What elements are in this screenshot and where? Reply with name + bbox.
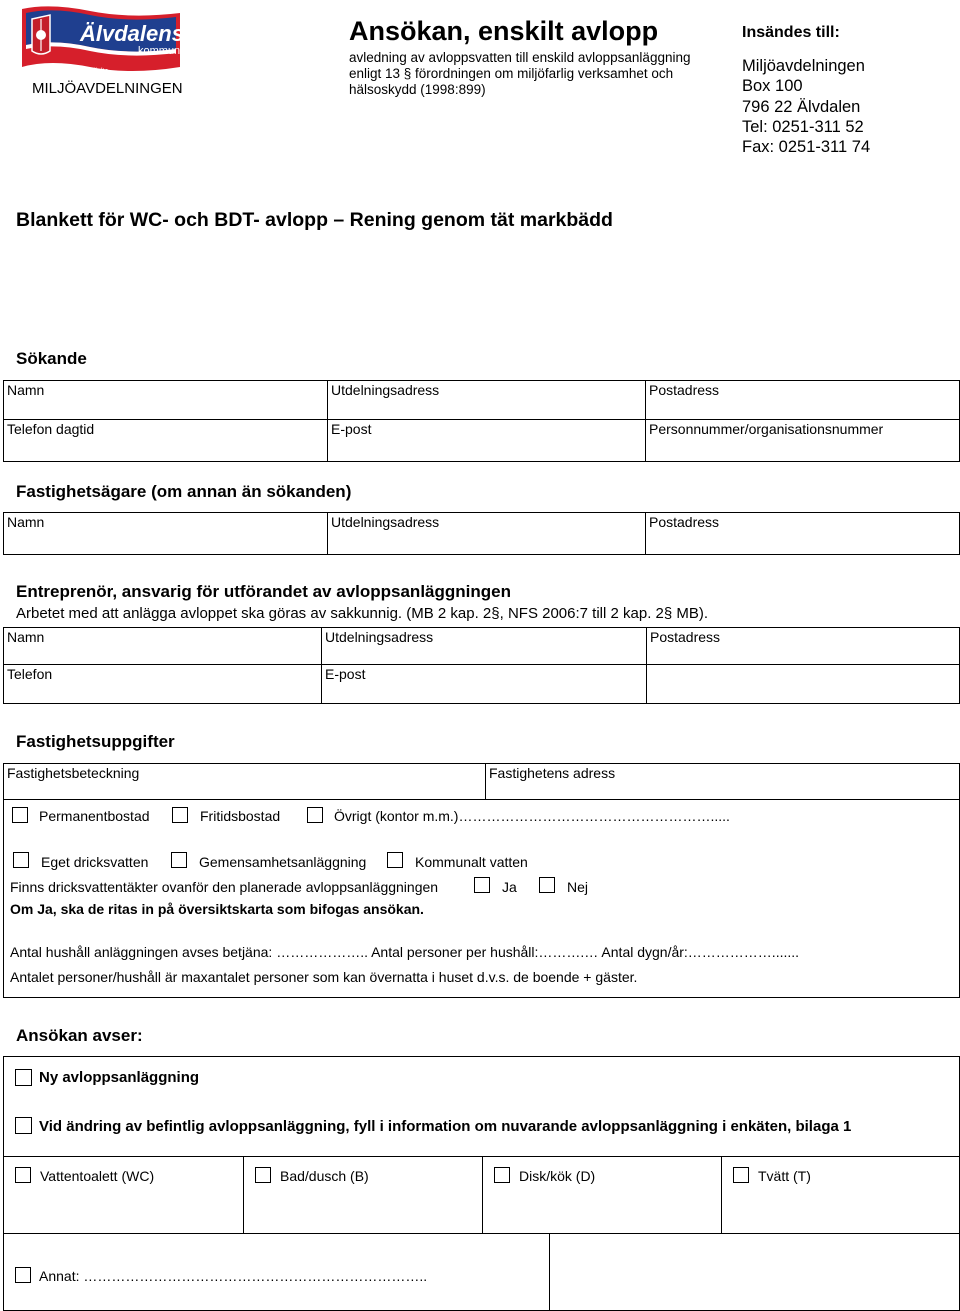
field-label: E-post	[325, 666, 366, 682]
own-water-label: Eget dricksvatten	[41, 854, 149, 870]
wells-yes-label: Ja	[502, 879, 517, 895]
field-label: Namn	[7, 382, 45, 398]
property-address-field[interactable]	[485, 764, 959, 799]
contractor-postal-field[interactable]	[646, 628, 959, 664]
municipal-water-label: Kommunalt vatten	[415, 854, 528, 870]
wells-no-checkbox[interactable]	[539, 877, 555, 893]
wells-note: Om Ja, ska de ritas in på översiktskarta som bifogas ansökan.	[10, 901, 424, 917]
other-use-label: Övrigt (kontor m.m.)……………………………………………….....	[334, 808, 730, 824]
wc-cell	[4, 1157, 243, 1233]
applicant-address-field[interactable]	[327, 381, 645, 419]
bath-label: Bad/dusch (B)	[280, 1168, 369, 1184]
logo-text-tag2: tjielte	[92, 68, 109, 75]
field-label: Fastighetsbeteckning	[7, 765, 140, 781]
other-type-cell	[4, 1234, 549, 1310]
shared-water-checkbox[interactable]	[171, 852, 187, 868]
field-label: Postadress	[649, 382, 720, 398]
send-to-line: Box 100	[742, 77, 803, 96]
contractor-note: Arbetet med att anlägga avloppet ska göras av sakkunnig. (MB 2 kap. 2§, NFS 2006:7 till 2 kap. 2§ MB).	[16, 605, 709, 622]
property-details-box	[3, 799, 960, 998]
dish-label: Disk/kök (D)	[519, 1168, 596, 1184]
field-label: Telefon dagtid	[7, 421, 95, 437]
dish-cell	[482, 1157, 721, 1233]
owner-name-field[interactable]	[4, 513, 327, 554]
change-installation-label: Vid ändring av befintlig avloppsanläggning, fyll i information om nuvarande avloppsanläggning i enkäten, bilaga 1	[39, 1118, 852, 1135]
field-label: Namn	[7, 514, 45, 530]
form-title: Blankett för WC- och BDT- avlopp – Rening genom tät markbädd	[16, 209, 613, 231]
logo-text-sub: kommun	[138, 45, 181, 57]
holiday-checkbox[interactable]	[172, 807, 188, 823]
applicant-phone-field[interactable]	[4, 420, 327, 461]
application-box	[3, 1056, 960, 1157]
contractor-row-2	[3, 664, 960, 704]
bath-checkbox[interactable]	[255, 1167, 271, 1183]
subtitle-line-3: hälsoskydd (1998:899)	[349, 82, 486, 97]
send-to-label: Insändes till:	[742, 24, 840, 41]
contractor-row-1	[3, 627, 960, 665]
wells-no-label: Nej	[567, 879, 589, 895]
wells-yes-checkbox[interactable]	[474, 877, 490, 893]
owner-address-field[interactable]	[327, 513, 645, 554]
dish-checkbox[interactable]	[494, 1167, 510, 1183]
permanent-checkbox[interactable]	[12, 807, 28, 823]
send-to-address	[742, 56, 870, 157]
applicant-name-field[interactable]	[4, 381, 327, 419]
contractor-empty-field[interactable]	[646, 665, 959, 703]
field-label: Utdelningsadress	[325, 629, 434, 645]
contractor-email-field[interactable]	[321, 665, 646, 703]
laundry-checkbox[interactable]	[733, 1167, 749, 1183]
contractor-address-field[interactable]	[321, 628, 646, 664]
applicant-id-field[interactable]	[645, 420, 959, 461]
field-label: Utdelningsadress	[331, 382, 440, 398]
households-note: Antalet personer/hushåll är maxantalet personer som kan övernatta i huset d.v.s. de boende + gäster.	[10, 969, 638, 985]
new-installation-label: Ny avloppsanläggning	[39, 1069, 200, 1086]
logo-text-tag: Älvdaelien	[40, 66, 91, 77]
field-label: Personnummer/organisationsnummer	[649, 421, 884, 437]
owner-row	[3, 512, 960, 555]
shared-water-label: Gemensamhetsanläggning	[199, 854, 367, 870]
permanent-label: Permanentbostad	[39, 808, 150, 824]
subtitle-line-1: avledning av avloppsvatten till enskild avloppsanläggning	[349, 50, 691, 65]
applicant-postal-field[interactable]	[645, 381, 959, 419]
change-installation-checkbox[interactable]	[15, 1117, 32, 1134]
owner-heading: Fastighetsägare (om annan än sökanden)	[16, 482, 352, 501]
wells-question: Finns dricksvattentäkter ovanför den planerade avloppsanläggningen	[10, 879, 439, 895]
municipality-logo	[20, 5, 184, 79]
field-label: Fastighetens adress	[489, 765, 616, 781]
other-type-checkbox[interactable]	[15, 1267, 31, 1283]
contractor-heading: Entreprenör, ansvarig för utförandet av avloppsanläggningen	[16, 582, 511, 601]
bath-cell	[243, 1157, 482, 1233]
page-title: Ansökan, enskilt avlopp	[349, 16, 659, 46]
wastewater-types-row	[3, 1156, 960, 1234]
property-designation-field[interactable]	[4, 764, 485, 799]
laundry-label: Tvätt (T)	[758, 1168, 811, 1184]
send-to-line: Fax: 0251-311 74	[742, 138, 871, 157]
applicant-row-1	[3, 380, 960, 420]
applicant-heading: Sökande	[16, 349, 87, 368]
wc-label: Vattentoalett (WC)	[40, 1168, 155, 1184]
field-label: E-post	[331, 421, 372, 437]
property-heading: Fastighetsuppgifter	[16, 732, 175, 751]
holiday-label: Fritidsbostad	[200, 808, 281, 824]
department-label: MILJÖAVDELNINGEN	[32, 80, 183, 97]
new-installation-checkbox[interactable]	[15, 1069, 32, 1086]
contractor-name-field[interactable]	[4, 628, 321, 664]
applicant-row-2	[3, 419, 960, 462]
logo-text-main: Älvdalens	[80, 21, 184, 46]
subtitle-line-2: enligt 13 § förordningen om miljöfarlig verksamhet och	[349, 66, 674, 81]
field-label: Utdelningsadress	[331, 514, 440, 530]
field-label: Namn	[7, 629, 45, 645]
property-row-1	[3, 763, 960, 800]
own-water-checkbox[interactable]	[13, 852, 29, 868]
owner-postal-field[interactable]	[645, 513, 959, 554]
field-label: Telefon	[7, 666, 53, 682]
contractor-phone-field[interactable]	[4, 665, 321, 703]
application-heading: Ansökan avser:	[16, 1026, 143, 1045]
field-label: Postadress	[649, 514, 720, 530]
municipal-water-checkbox[interactable]	[387, 852, 403, 868]
send-to-line: Miljöavdelningen	[742, 57, 865, 75]
send-to-line: 796 22 Älvdalen	[742, 97, 861, 116]
other-use-checkbox[interactable]	[307, 807, 323, 823]
wc-checkbox[interactable]	[15, 1167, 31, 1183]
applicant-email-field[interactable]	[327, 420, 645, 461]
other-types-row	[3, 1233, 960, 1311]
laundry-cell	[721, 1157, 959, 1233]
other-type-empty-cell	[549, 1234, 959, 1310]
other-type-label[interactable]: Annat: ………………………………………………………………..	[39, 1268, 428, 1284]
households-line[interactable]: Antal hushåll anläggningen avses betjäna: ……………….. Antal personer per hushåll:……….… Antal dygn/år:……………….......	[10, 944, 800, 960]
send-to-line: Tel: 0251-311 52	[742, 117, 864, 136]
field-label: Postadress	[650, 629, 721, 645]
